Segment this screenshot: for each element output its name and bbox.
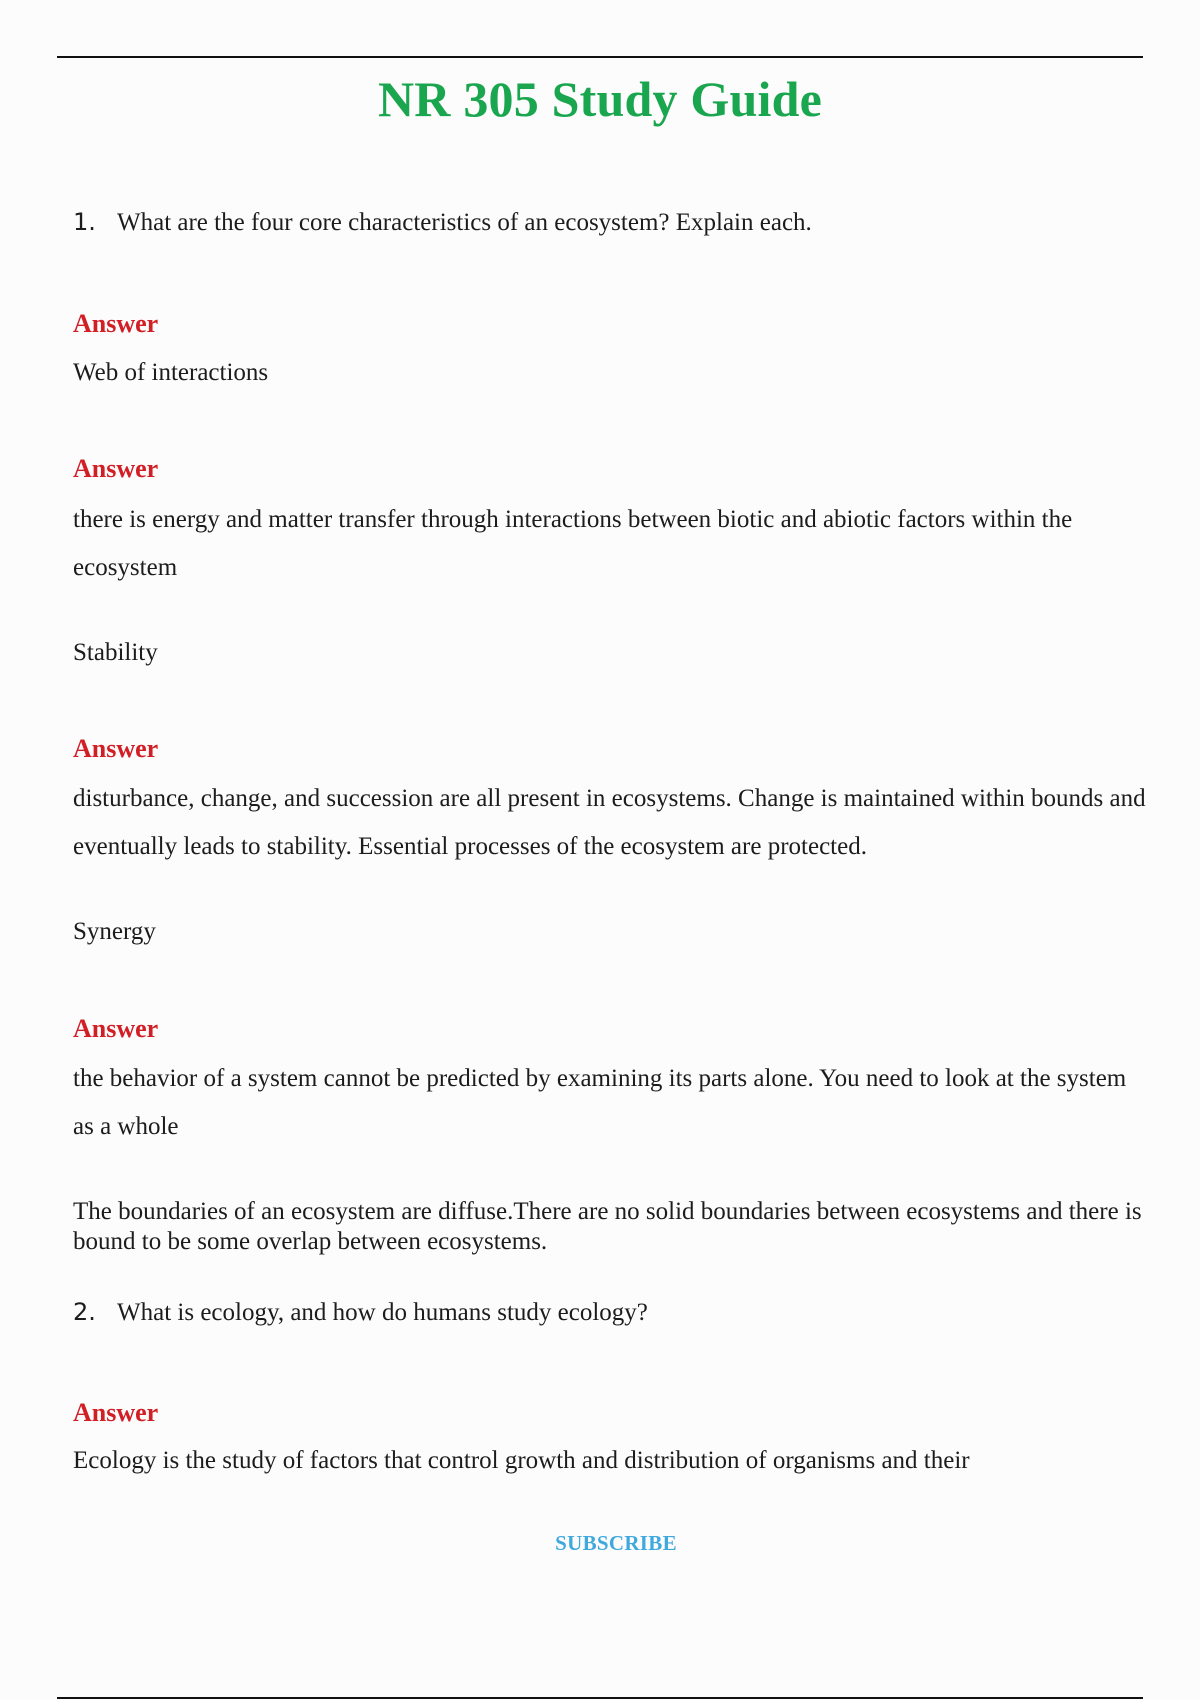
page-title: NR 305 Study Guide xyxy=(378,71,822,127)
answer-text: disturbance, change, and succession are all present in ecosystems. Change is maintained within bounds and eventually leads to stability. Essential processes of the ecosystem are protected. xyxy=(73,785,1146,860)
answer-label: Answer xyxy=(73,309,159,338)
answer-text: the behavior of a system cannot be predicted by examining its parts alone. You need to look at the system as a whole xyxy=(73,1065,1127,1140)
answer-label: Answer xyxy=(73,454,159,483)
answer-text: there is energy and matter transfer through interactions between biotic and abiotic factors within the ecosystem xyxy=(73,506,1073,581)
question-1 xyxy=(73,208,812,237)
answer-label: Answer xyxy=(73,734,159,763)
question-number: 1. xyxy=(73,208,96,236)
answer-text: Ecology is the study of factors that control growth and distribution of organisms and their xyxy=(73,1447,970,1474)
answer-text: Web of interactions xyxy=(73,359,269,386)
answer-label: Answer xyxy=(73,1014,159,1043)
question-text: What is ecology, and how do humans study ecology? xyxy=(117,1299,648,1326)
question-text: What are the four core characteristics of an ecosystem? Explain each. xyxy=(117,209,812,236)
term-text: Stability xyxy=(73,639,158,666)
question-2 xyxy=(73,1298,648,1327)
top-rule xyxy=(57,56,1143,58)
question-number: 2. xyxy=(73,1298,96,1326)
answer-label: Answer xyxy=(73,1398,159,1427)
subscribe-link[interactable]: SUBSCRIBE xyxy=(555,1531,677,1555)
term-text: Synergy xyxy=(73,918,156,945)
bottom-rule xyxy=(57,1697,1143,1699)
paragraph-text: The boundaries of an ecosystem are diffuse.There are no solid boundaries between ecosystems and there is bound to be some overlap between ecosystems. xyxy=(73,1198,1142,1255)
